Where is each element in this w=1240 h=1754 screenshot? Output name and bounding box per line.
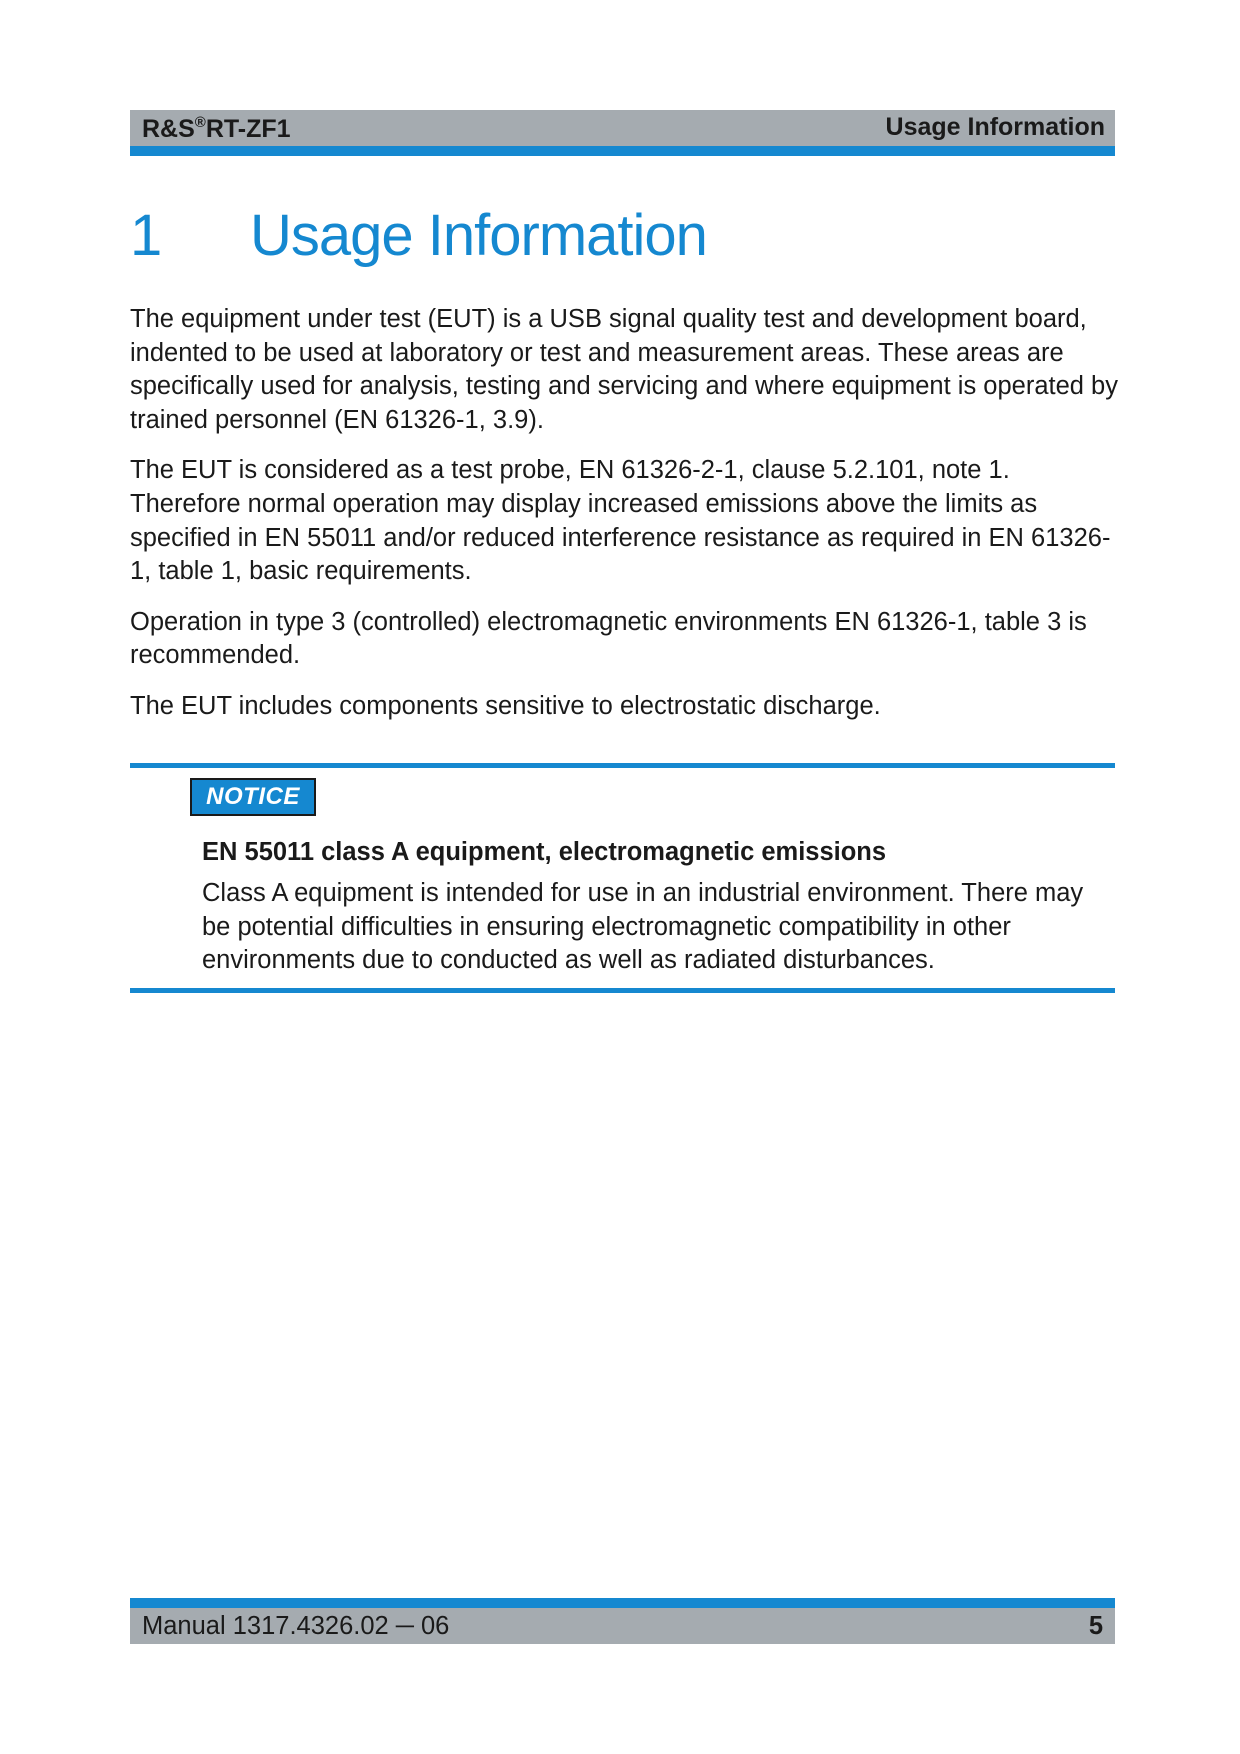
chapter-title: Usage Information <box>250 203 707 268</box>
notice-heading: EN 55011 class A equipment, electromagnetic emissions <box>202 838 887 866</box>
header-product-model: RT-ZF1 <box>205 115 291 143</box>
header-product-name <box>142 114 291 144</box>
footer-manual-number: Manual 1317.4326.02 ─ 06 <box>142 1612 450 1640</box>
paragraph-esd: The EUT includes components sensitive to electrostatic discharge. <box>130 691 881 720</box>
paragraph-eut-description: The equipment under test (EUT) is a USB signal quality test and development board, indented to be used at laboratory or test and measurement areas. These areas are specifically used for analysis, testing and servicing and where equipment is operated by trained personnel (EN 61326-1, 3.9). <box>130 305 1118 434</box>
chapter-number: 1 <box>130 203 162 268</box>
paragraph-test-probe: The EUT is considered as a test probe, EN 61326-2-1, clause 5.2.101, note 1. Therefore normal operation may display increased emissions above the limits as specified in EN 55011 and/or reduced interference resistance as required in EN 61326-1, table 1, basic requirements. <box>130 456 1111 586</box>
registered-mark: ® <box>194 113 206 131</box>
notice-badge: NOTICE <box>190 778 316 816</box>
footer-accent-line <box>130 1598 1115 1608</box>
header-section-title: Usage Information <box>885 113 1105 141</box>
notice-top-rule <box>130 763 1115 768</box>
header-accent-line <box>130 146 1115 156</box>
footer-page-number: 5 <box>1088 1612 1103 1640</box>
header-product-prefix: R&S <box>142 115 195 143</box>
paragraph-environment: Operation in type 3 (controlled) electromagnetic environments EN 61326-1, table 3 is recommended. <box>130 607 1087 670</box>
notice-bottom-rule <box>130 988 1115 993</box>
body-text <box>130 303 1120 741</box>
notice-text: Class A equipment is intended for use in an industrial environment. There may be potential difficulties in ensuring electromagnetic compatibility in other environments due to conducted as well as radiated disturbances. <box>202 879 1084 975</box>
